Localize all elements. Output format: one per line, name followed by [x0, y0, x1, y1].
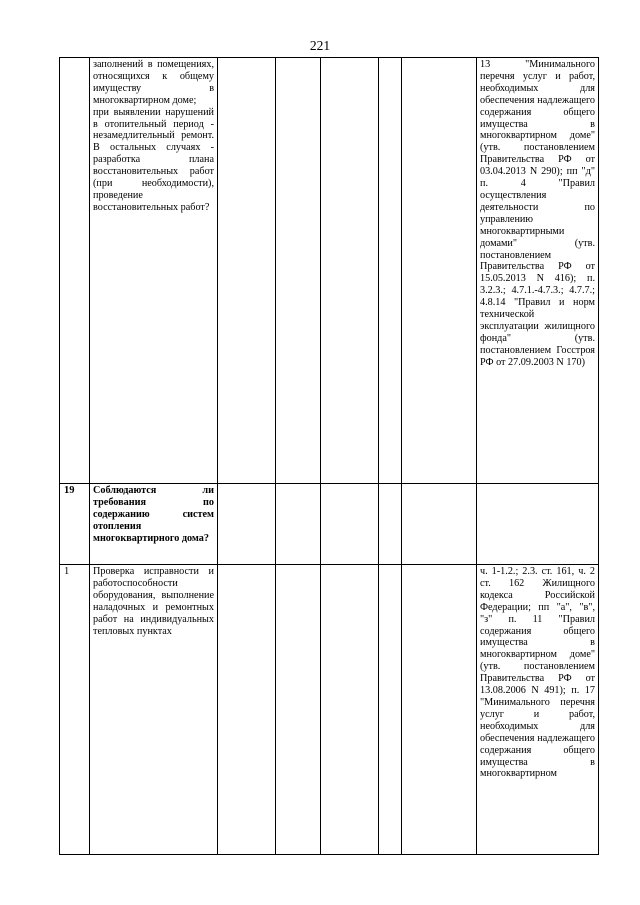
empty-cell — [379, 484, 402, 565]
table-row — [60, 484, 599, 565]
empty-cell — [276, 484, 321, 565]
question-cell: Проверка исправности и работоспособности оборудования, выполнение наладочных и ремонтных работ на индивидуальных тепловых пунктах — [90, 565, 218, 855]
row-number-cell: 1 — [60, 565, 90, 855]
empty-cell — [218, 484, 276, 565]
question-cell: Соблюдаются ли требования по содержанию систем отопления многоквартирного дома? — [90, 484, 218, 565]
empty-cell — [402, 565, 477, 855]
empty-cell — [321, 58, 379, 484]
page-number: 221 — [309, 38, 331, 53]
table-row — [60, 58, 599, 484]
empty-cell — [321, 565, 379, 855]
empty-cell — [402, 484, 477, 565]
empty-cell — [379, 58, 402, 484]
empty-cell — [402, 58, 477, 484]
question-cell: заполнений в помещениях, относящихся к общему имуществу в многоквартирном доме; при выявлении нарушений в отопительный период - незамедлительный ремонт. В остальных случаях - разработка плана восстановительных работ (при необходимости), проведение восстановительных работ? — [90, 58, 218, 484]
empty-cell — [379, 565, 402, 855]
requisites-cell: ч. 1-1.2.; 2.3. ст. 161, ч. 2 ст. 162 Жилищного кодекса Российской Федерации; пп "а", "в", "з" п. 11 "Правил содержания общего имущества в многоквартирном доме" (утв. постановлением Правительства РФ от 13.08.2006 N 491); п. 17 "Минимального перечня услуг и работ, необходимых для обеспечения надлежащего содержания общего имущества в многоквартирном — [477, 565, 599, 855]
requisites-cell — [477, 484, 599, 565]
row-number-cell: 19 — [60, 484, 90, 565]
empty-cell — [218, 565, 276, 855]
requisites-cell: 13 "Минимального перечня услуг и работ, необходимых для обеспечения надлежащего содержания общего имущества в многоквартирном доме" (утв. постановлением Правительства РФ от 03.04.2013 N 290); пп "д" п. 4 "Правил осуществления деятельности по управлению многоквартирными домами" (утв. постановлением Правительства РФ от 15.05.2013 N 416); п. 3.2.3.; 4.7.1.-4.7.3.; 4.7.7.; 4.8.14 "Правил и норм технической эксплуатации жилищного фонда" (утв. постановлением Госстроя РФ от 27.09.2003 N 170) — [477, 58, 599, 484]
row-number-cell — [60, 58, 90, 484]
empty-cell — [276, 565, 321, 855]
empty-cell — [218, 58, 276, 484]
table-row — [60, 565, 599, 855]
checklist-table — [59, 57, 599, 855]
empty-cell — [276, 58, 321, 484]
empty-cell — [321, 484, 379, 565]
